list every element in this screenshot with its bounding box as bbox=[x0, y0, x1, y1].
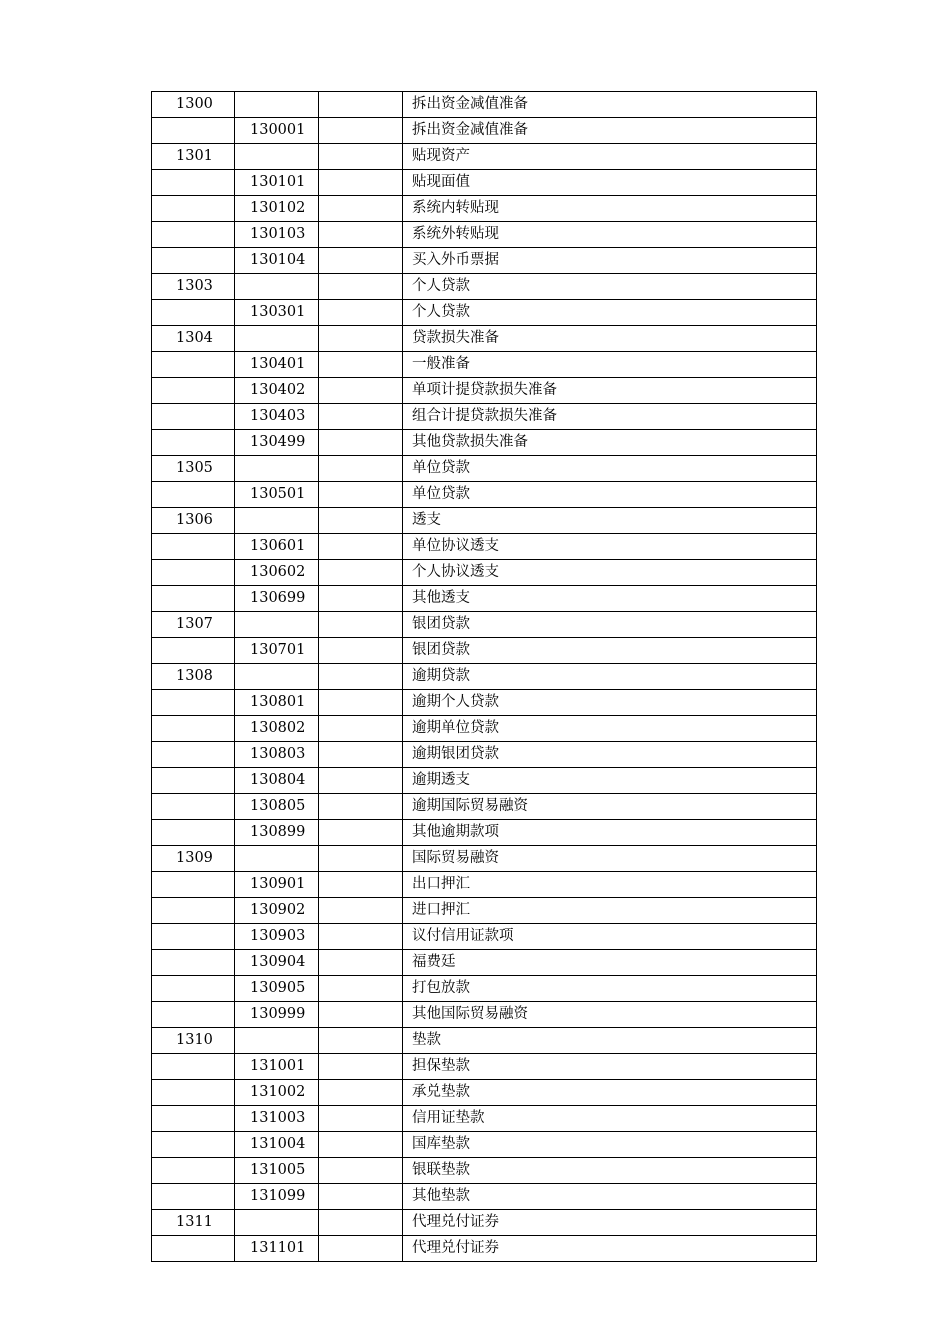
account-name-cell: 单位协议透支 bbox=[403, 534, 817, 560]
level3-code-cell bbox=[319, 1158, 403, 1184]
level2-code-cell bbox=[235, 326, 319, 352]
level1-code-cell bbox=[152, 534, 235, 560]
account-name-cell: 国际贸易融资 bbox=[403, 846, 817, 872]
table-row bbox=[152, 1002, 817, 1028]
level1-code-cell bbox=[152, 794, 235, 820]
table-row bbox=[152, 1210, 817, 1236]
level3-code-cell bbox=[319, 742, 403, 768]
level1-code-cell bbox=[152, 638, 235, 664]
table-row bbox=[152, 716, 817, 742]
level1-code-cell: 1310 bbox=[152, 1028, 235, 1054]
level3-code-cell bbox=[319, 404, 403, 430]
level1-code-cell: 1307 bbox=[152, 612, 235, 638]
level3-code-cell bbox=[319, 716, 403, 742]
level2-code-cell: 130403 bbox=[235, 404, 319, 430]
account-name-cell: 国库垫款 bbox=[403, 1132, 817, 1158]
level3-code-cell bbox=[319, 768, 403, 794]
level1-code-cell bbox=[152, 248, 235, 274]
level1-code-cell bbox=[152, 430, 235, 456]
level2-code-cell: 130602 bbox=[235, 560, 319, 586]
level3-code-cell bbox=[319, 664, 403, 690]
table-row bbox=[152, 274, 817, 300]
table-row bbox=[152, 898, 817, 924]
account-name-cell: 个人协议透支 bbox=[403, 560, 817, 586]
level3-code-cell bbox=[319, 1236, 403, 1262]
account-name-cell: 银团贷款 bbox=[403, 612, 817, 638]
table-row bbox=[152, 1106, 817, 1132]
level1-code-cell bbox=[152, 170, 235, 196]
level2-code-cell: 130902 bbox=[235, 898, 319, 924]
level3-code-cell bbox=[319, 300, 403, 326]
table-row bbox=[152, 612, 817, 638]
table-row bbox=[152, 352, 817, 378]
account-name-cell: 贷款损失准备 bbox=[403, 326, 817, 352]
account-name-cell: 其他逾期款项 bbox=[403, 820, 817, 846]
level2-code-cell: 130499 bbox=[235, 430, 319, 456]
level1-code-cell: 1308 bbox=[152, 664, 235, 690]
account-name-cell: 打包放款 bbox=[403, 976, 817, 1002]
table-row bbox=[152, 508, 817, 534]
table-row bbox=[152, 1158, 817, 1184]
level3-code-cell bbox=[319, 898, 403, 924]
level3-code-cell bbox=[319, 352, 403, 378]
account-name-cell: 单位贷款 bbox=[403, 456, 817, 482]
level1-code-cell: 1306 bbox=[152, 508, 235, 534]
level1-code-cell bbox=[152, 118, 235, 144]
level1-code-cell bbox=[152, 1132, 235, 1158]
level2-code-cell: 130901 bbox=[235, 872, 319, 898]
level3-code-cell bbox=[319, 1002, 403, 1028]
table-row bbox=[152, 222, 817, 248]
account-name-cell: 单项计提贷款损失准备 bbox=[403, 378, 817, 404]
table-row bbox=[152, 248, 817, 274]
table-row bbox=[152, 872, 817, 898]
account-name-cell: 垫款 bbox=[403, 1028, 817, 1054]
level1-code-cell bbox=[152, 1106, 235, 1132]
account-name-cell: 逾期透支 bbox=[403, 768, 817, 794]
account-name-cell: 逾期单位贷款 bbox=[403, 716, 817, 742]
table-row bbox=[152, 1236, 817, 1262]
level2-code-cell: 130103 bbox=[235, 222, 319, 248]
level2-code-cell bbox=[235, 92, 319, 118]
account-name-cell: 承兑垫款 bbox=[403, 1080, 817, 1106]
level2-code-cell: 130102 bbox=[235, 196, 319, 222]
level2-code-cell bbox=[235, 1210, 319, 1236]
level1-code-cell bbox=[152, 560, 235, 586]
level3-code-cell bbox=[319, 118, 403, 144]
level3-code-cell bbox=[319, 1132, 403, 1158]
level1-code-cell: 1304 bbox=[152, 326, 235, 352]
level2-code-cell bbox=[235, 456, 319, 482]
table-row bbox=[152, 326, 817, 352]
level2-code-cell: 131001 bbox=[235, 1054, 319, 1080]
account-name-cell: 单位贷款 bbox=[403, 482, 817, 508]
account-name-cell: 银联垫款 bbox=[403, 1158, 817, 1184]
table-row bbox=[152, 950, 817, 976]
level2-code-cell: 130804 bbox=[235, 768, 319, 794]
level2-code-cell: 130104 bbox=[235, 248, 319, 274]
account-name-cell: 其他垫款 bbox=[403, 1184, 817, 1210]
level2-code-cell: 131005 bbox=[235, 1158, 319, 1184]
level2-code-cell bbox=[235, 846, 319, 872]
level2-code-cell: 130501 bbox=[235, 482, 319, 508]
level3-code-cell bbox=[319, 222, 403, 248]
level2-code-cell: 130802 bbox=[235, 716, 319, 742]
level1-code-cell bbox=[152, 872, 235, 898]
table-row bbox=[152, 768, 817, 794]
level2-code-cell: 131101 bbox=[235, 1236, 319, 1262]
account-name-cell: 逾期国际贸易融资 bbox=[403, 794, 817, 820]
account-name-cell: 贴现资产 bbox=[403, 144, 817, 170]
level2-code-cell: 131099 bbox=[235, 1184, 319, 1210]
table-row bbox=[152, 456, 817, 482]
level3-code-cell bbox=[319, 690, 403, 716]
account-name-cell: 组合计提贷款损失准备 bbox=[403, 404, 817, 430]
level2-code-cell: 131004 bbox=[235, 1132, 319, 1158]
level3-code-cell bbox=[319, 1184, 403, 1210]
level3-code-cell bbox=[319, 1028, 403, 1054]
table-row bbox=[152, 1132, 817, 1158]
account-code-table-body bbox=[152, 92, 817, 1262]
account-name-cell: 拆出资金减值准备 bbox=[403, 92, 817, 118]
table-row bbox=[152, 404, 817, 430]
level2-code-cell: 130601 bbox=[235, 534, 319, 560]
table-row bbox=[152, 1054, 817, 1080]
level2-code-cell: 130899 bbox=[235, 820, 319, 846]
level1-code-cell bbox=[152, 898, 235, 924]
level2-code-cell: 130803 bbox=[235, 742, 319, 768]
level2-code-cell: 130903 bbox=[235, 924, 319, 950]
level3-code-cell bbox=[319, 950, 403, 976]
account-name-cell: 个人贷款 bbox=[403, 274, 817, 300]
table-row bbox=[152, 586, 817, 612]
level3-code-cell bbox=[319, 820, 403, 846]
level3-code-cell bbox=[319, 638, 403, 664]
level1-code-cell bbox=[152, 1236, 235, 1262]
level3-code-cell bbox=[319, 846, 403, 872]
level3-code-cell bbox=[319, 456, 403, 482]
table-row bbox=[152, 1028, 817, 1054]
level2-code-cell: 130699 bbox=[235, 586, 319, 612]
account-name-cell: 买入外币票据 bbox=[403, 248, 817, 274]
level3-code-cell bbox=[319, 92, 403, 118]
table-row bbox=[152, 820, 817, 846]
account-name-cell: 贴现面值 bbox=[403, 170, 817, 196]
table-row bbox=[152, 846, 817, 872]
account-name-cell: 系统外转贴现 bbox=[403, 222, 817, 248]
level1-code-cell bbox=[152, 690, 235, 716]
level1-code-cell bbox=[152, 404, 235, 430]
level1-code-cell bbox=[152, 1002, 235, 1028]
level3-code-cell bbox=[319, 1080, 403, 1106]
account-name-cell: 担保垫款 bbox=[403, 1054, 817, 1080]
table-row bbox=[152, 690, 817, 716]
table-row bbox=[152, 742, 817, 768]
level1-code-cell: 1305 bbox=[152, 456, 235, 482]
account-name-cell: 出口押汇 bbox=[403, 872, 817, 898]
level3-code-cell bbox=[319, 248, 403, 274]
level1-code-cell bbox=[152, 196, 235, 222]
level2-code-cell: 131003 bbox=[235, 1106, 319, 1132]
table-row bbox=[152, 1184, 817, 1210]
level3-code-cell bbox=[319, 586, 403, 612]
level1-code-cell bbox=[152, 1054, 235, 1080]
level1-code-cell bbox=[152, 352, 235, 378]
account-name-cell: 议付信用证款项 bbox=[403, 924, 817, 950]
level3-code-cell bbox=[319, 326, 403, 352]
table-row bbox=[152, 300, 817, 326]
level2-code-cell: 130801 bbox=[235, 690, 319, 716]
level1-code-cell bbox=[152, 1184, 235, 1210]
level2-code-cell: 130701 bbox=[235, 638, 319, 664]
level1-code-cell: 1303 bbox=[152, 274, 235, 300]
level1-code-cell bbox=[152, 950, 235, 976]
level1-code-cell bbox=[152, 378, 235, 404]
table-row bbox=[152, 196, 817, 222]
level2-code-cell: 130001 bbox=[235, 118, 319, 144]
level2-code-cell bbox=[235, 274, 319, 300]
level3-code-cell bbox=[319, 508, 403, 534]
level3-code-cell bbox=[319, 794, 403, 820]
level1-code-cell bbox=[152, 222, 235, 248]
level2-code-cell: 130904 bbox=[235, 950, 319, 976]
level1-code-cell bbox=[152, 482, 235, 508]
table-row bbox=[152, 794, 817, 820]
level1-code-cell: 1309 bbox=[152, 846, 235, 872]
account-name-cell: 拆出资金减值准备 bbox=[403, 118, 817, 144]
level3-code-cell bbox=[319, 534, 403, 560]
account-name-cell: 逾期银团贷款 bbox=[403, 742, 817, 768]
account-name-cell: 其他贷款损失准备 bbox=[403, 430, 817, 456]
level1-code-cell: 1300 bbox=[152, 92, 235, 118]
table-row bbox=[152, 638, 817, 664]
level2-code-cell bbox=[235, 664, 319, 690]
level3-code-cell bbox=[319, 430, 403, 456]
level3-code-cell bbox=[319, 560, 403, 586]
level2-code-cell: 130999 bbox=[235, 1002, 319, 1028]
level3-code-cell bbox=[319, 378, 403, 404]
level2-code-cell: 130401 bbox=[235, 352, 319, 378]
level1-code-cell bbox=[152, 1158, 235, 1184]
level1-code-cell bbox=[152, 716, 235, 742]
level3-code-cell bbox=[319, 196, 403, 222]
level1-code-cell: 1301 bbox=[152, 144, 235, 170]
level3-code-cell bbox=[319, 1106, 403, 1132]
table-row bbox=[152, 976, 817, 1002]
account-name-cell: 个人贷款 bbox=[403, 300, 817, 326]
account-name-cell: 代理兑付证券 bbox=[403, 1210, 817, 1236]
account-name-cell: 系统内转贴现 bbox=[403, 196, 817, 222]
table-row bbox=[152, 92, 817, 118]
level3-code-cell bbox=[319, 612, 403, 638]
account-name-cell: 福费廷 bbox=[403, 950, 817, 976]
level2-code-cell: 130905 bbox=[235, 976, 319, 1002]
table-row bbox=[152, 924, 817, 950]
table-row bbox=[152, 560, 817, 586]
level1-code-cell: 1311 bbox=[152, 1210, 235, 1236]
level3-code-cell bbox=[319, 924, 403, 950]
level3-code-cell bbox=[319, 1210, 403, 1236]
account-name-cell: 其他透支 bbox=[403, 586, 817, 612]
level3-code-cell bbox=[319, 482, 403, 508]
level2-code-cell: 130101 bbox=[235, 170, 319, 196]
level3-code-cell bbox=[319, 274, 403, 300]
table-row bbox=[152, 1080, 817, 1106]
level1-code-cell bbox=[152, 1080, 235, 1106]
account-name-cell: 进口押汇 bbox=[403, 898, 817, 924]
account-name-cell: 一般准备 bbox=[403, 352, 817, 378]
level2-code-cell bbox=[235, 1028, 319, 1054]
level3-code-cell bbox=[319, 170, 403, 196]
level2-code-cell: 130805 bbox=[235, 794, 319, 820]
table-row bbox=[152, 430, 817, 456]
level1-code-cell bbox=[152, 924, 235, 950]
level1-code-cell bbox=[152, 768, 235, 794]
table-row bbox=[152, 534, 817, 560]
level1-code-cell bbox=[152, 586, 235, 612]
account-name-cell: 逾期贷款 bbox=[403, 664, 817, 690]
level2-code-cell: 130402 bbox=[235, 378, 319, 404]
level1-code-cell bbox=[152, 976, 235, 1002]
account-name-cell: 其他国际贸易融资 bbox=[403, 1002, 817, 1028]
account-name-cell: 银团贷款 bbox=[403, 638, 817, 664]
table-row bbox=[152, 170, 817, 196]
table-row bbox=[152, 144, 817, 170]
account-name-cell: 代理兑付证券 bbox=[403, 1236, 817, 1262]
table-row bbox=[152, 378, 817, 404]
level3-code-cell bbox=[319, 872, 403, 898]
level2-code-cell: 131002 bbox=[235, 1080, 319, 1106]
level3-code-cell bbox=[319, 144, 403, 170]
level1-code-cell bbox=[152, 742, 235, 768]
account-name-cell: 透支 bbox=[403, 508, 817, 534]
level1-code-cell bbox=[152, 300, 235, 326]
table-row bbox=[152, 482, 817, 508]
level2-code-cell bbox=[235, 612, 319, 638]
level2-code-cell bbox=[235, 508, 319, 534]
level1-code-cell bbox=[152, 820, 235, 846]
level3-code-cell bbox=[319, 1054, 403, 1080]
account-name-cell: 信用证垫款 bbox=[403, 1106, 817, 1132]
level2-code-cell bbox=[235, 144, 319, 170]
table-row bbox=[152, 664, 817, 690]
level2-code-cell: 130301 bbox=[235, 300, 319, 326]
account-code-table bbox=[151, 91, 817, 1262]
level3-code-cell bbox=[319, 976, 403, 1002]
account-name-cell: 逾期个人贷款 bbox=[403, 690, 817, 716]
table-row bbox=[152, 118, 817, 144]
